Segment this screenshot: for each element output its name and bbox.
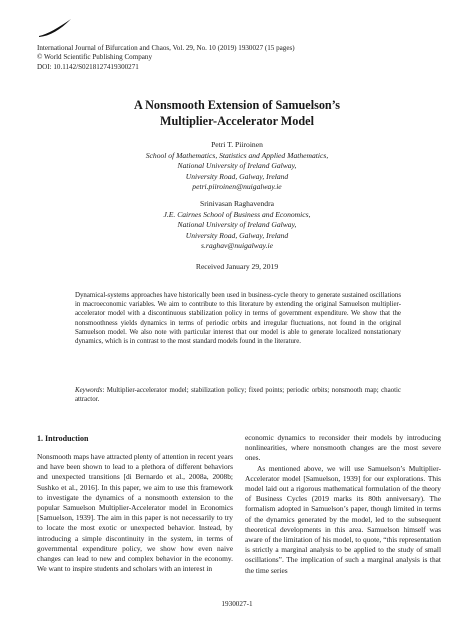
- body-paragraph: economic dynamics to reconsider their models by introducing nonlinearities, where nonsmooth changes are the most severe ones.: [245, 433, 441, 463]
- page-number: 1930027-1: [221, 600, 253, 608]
- paper-title: [0, 97, 474, 129]
- author-affiliation: School of Mathematics, Statistics and Applied Mathematics,: [145, 150, 329, 160]
- keywords: [75, 386, 401, 404]
- author-name: Petri T. Piiroinen: [211, 140, 263, 149]
- doi: DOI: 10.1142/S0218127419300271: [37, 62, 139, 71]
- section-heading: 1. Introduction: [37, 434, 89, 443]
- journal-header: [37, 44, 295, 72]
- author-name: Srinivasan Raghavendra: [199, 198, 275, 208]
- body-paragraph: Nonsmooth maps have attracted plenty of attention in recent years and have been shown to lead to a plethora of different behaviors and unexpected transitions [di Bernardo et al., 2008a, 2008b; Sushko et al., 2016]. In this paper, we aim to use this framework to investigate the dynamics of a nonsmooth extension to the popular Samuelson Multiplier-Accelerator model in Economics [Samuelson, 1939]. The aim in this paper is not necessarily to try to locate the most exotic or unexpected behavior. Instead, by introducing a simple discontinuity in the system, in terms of governmental expenditure policy, we show how even naive changes can lead to new and complex behavior in the economy. We want to inspire students and scholars with an interest in: [37, 452, 233, 574]
- body-column-left: [37, 452, 233, 574]
- copyright-notice: © World Scientific Publishing Company: [37, 53, 153, 62]
- journal-citation: International Journal of Bifurcation and Chaos, Vol. 29, No. 10 (2019) 1930027 (15 pages): [37, 44, 295, 52]
- author-affiliation: J.E. Cairnes School of Business and Economics,: [163, 209, 311, 219]
- author-affiliation: University Road, Galway, Ireland: [185, 230, 289, 240]
- abstract: Dynamical-systems approaches have historically been used in business-cycle theory to generate sustained oscillations in macroeconomic variables. We aim to contribute to this literature by extending the original Samuelson multiplier-accelerator model with a discontinuous stabilization policy in terms of government expenditure. We show that the nonsmoothness yields dynamics in terms of periodic orbits and irregular fluctuations, not found in the original Samuelson model. We also note with particular interest that our model is able to generate localized nonstationary dynamics, which is in contrast to the most standard models found in the literature.: [75, 292, 401, 346]
- title-line-1: A Nonsmooth Extension of Samuelson’s: [133, 98, 341, 112]
- author-email: petri.piiroinen@nuigalway.ie: [192, 182, 282, 192]
- author-affiliation: National University of Ireland Galway,: [177, 220, 297, 230]
- author-block: [0, 140, 474, 252]
- author-affiliation: University Road, Galway, Ireland: [185, 171, 289, 181]
- body-paragraph: As mentioned above, we will use Samuelson’s Multiplier-Accelerator model [Samuelson, 1939] for our explorations. This model laid out a rigorous mathematical formulation of the theory of Business Cycles (2019 marks its 80th anniversary). The formalism adopted in Samuelson’s paper, though limited in terms of the dynamics generated by the model, led to the subsequent theoretical developments in this area. Samuelson himself was aware of the limitation of his model, to quote, “this representation is strictly a marginal analysis to be applied to the study of small oscillations”. The implication of such a marginal analysis is that the time series: [245, 463, 441, 575]
- received-date: Received January 29, 2019: [195, 262, 279, 271]
- author-email: s.raghav@nuigalway.ie: [201, 241, 273, 251]
- title-line-2: Multiplier-Accelerator Model: [160, 114, 314, 128]
- keywords-label: Keywords: [75, 387, 103, 394]
- keywords-text: : Multiplier-accelerator model; stabilization policy; fixed points; periodic orbits; nonsmooth map; chaotic attractor.: [75, 387, 401, 404]
- publisher-swoosh-logo: [38, 18, 72, 38]
- author-affiliation: National University of Ireland Galway,: [177, 161, 297, 171]
- body-column-right: [245, 433, 441, 576]
